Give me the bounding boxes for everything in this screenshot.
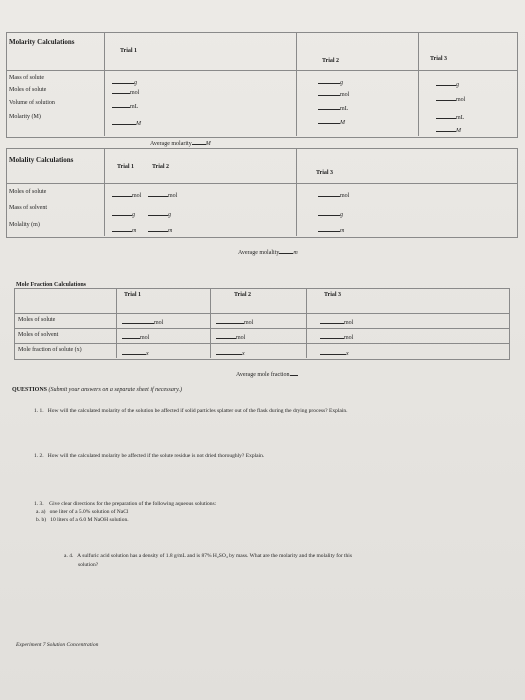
- molarity-t3-mass[interactable]: g: [436, 78, 459, 88]
- molefraction-t2-solute[interactable]: mol: [216, 316, 253, 326]
- average-molarity[interactable]: Average molarity M: [150, 137, 211, 147]
- molefraction-title: Mole Fraction Calculations: [16, 282, 86, 288]
- question-3b: b. b) 10 liters of a 6.0 M NaOH solution.: [36, 517, 129, 523]
- row-label-volume-of-solution: Volume of solution: [9, 100, 55, 106]
- question-4: [64, 553, 352, 559]
- molefraction-trial2-header: Trial 2: [234, 292, 252, 298]
- molality-t2-moles[interactable]: mol: [148, 189, 177, 199]
- molefraction-t3-x[interactable]: x: [320, 347, 349, 357]
- question-2-number: 1. 2.: [34, 453, 44, 459]
- average-molality[interactable]: Average molality m: [238, 246, 298, 256]
- molality-row-moles-of-solute: Moles of solute: [9, 189, 47, 195]
- question-2: [34, 453, 264, 459]
- molefraction-t1-x[interactable]: x: [122, 347, 149, 357]
- molefraction-trial3-header: Trial 3: [324, 292, 342, 298]
- molality-table: [6, 148, 518, 238]
- molarity-t3-molarity[interactable]: M: [436, 124, 461, 134]
- row-label-molarity: Molarity (M): [9, 114, 41, 120]
- molefraction-t2-solvent[interactable]: mol: [216, 331, 245, 341]
- molality-t1-moles[interactable]: mol: [112, 189, 141, 199]
- question-3-text: Give clear directions for the preparation of the following aqueous solutions:: [49, 501, 217, 507]
- question-1: [34, 408, 347, 414]
- molarity-t2-volume[interactable]: mL: [318, 102, 348, 112]
- question-4-line2: solution?: [78, 562, 99, 568]
- molarity-t3-volume[interactable]: mL: [436, 111, 464, 121]
- question-2-text: How will the calculated molarity be affected if the solute residue is not dried thoroughly? Explain.: [47, 453, 265, 459]
- molarity-trial2-header: Trial 2: [322, 58, 340, 64]
- molality-t1-molality[interactable]: m: [112, 224, 136, 234]
- molarity-trial3-header: Trial 3: [430, 56, 448, 62]
- molality-trial3-header: Trial 3: [316, 170, 334, 176]
- molefraction-t2-x[interactable]: x: [216, 347, 245, 357]
- molarity-t1-moles[interactable]: mol: [112, 86, 139, 96]
- molarity-t2-molarity[interactable]: M: [318, 116, 345, 126]
- row-label-mass-of-solute: Mass of solute: [9, 75, 44, 81]
- molarity-t3-moles[interactable]: mol: [436, 93, 465, 103]
- molarity-t1-molarity[interactable]: M: [112, 117, 141, 127]
- molefraction-row-moles-of-solvent: Moles of solvent: [18, 332, 59, 338]
- molality-title: Molality Calculations: [9, 156, 74, 164]
- molality-row-molality: Molality (m): [9, 222, 40, 228]
- question-3: [34, 501, 216, 507]
- molality-t1-mass[interactable]: g: [112, 208, 135, 218]
- question-3-number: 1. 3.: [34, 501, 44, 507]
- question-4-number: a. 4.: [64, 553, 74, 559]
- molefraction-t1-solute[interactable]: mol: [122, 316, 163, 326]
- molefraction-row-mole-fraction: Mole fraction of solute (x): [18, 347, 82, 353]
- molarity-t1-mass[interactable]: g: [112, 76, 137, 86]
- molality-trial2-header: Trial 2: [152, 164, 170, 170]
- questions-heading: QUESTIONS (Submit your answers on a separate sheet if necessary.): [12, 387, 182, 393]
- molefraction-row-moles-of-solute: Moles of solute: [18, 317, 56, 323]
- question-1-number: 1. 1.: [34, 408, 44, 414]
- molarity-t2-moles[interactable]: mol: [318, 88, 349, 98]
- molefraction-t3-solute[interactable]: mol: [320, 316, 353, 326]
- molefraction-t3-solvent[interactable]: mol: [320, 331, 353, 341]
- molefraction-t1-solvent[interactable]: mol: [122, 331, 149, 341]
- molarity-title: Molarity Calculations: [9, 38, 75, 46]
- molality-trial1-header: Trial 1: [117, 164, 135, 170]
- molality-t3-molality[interactable]: m: [318, 224, 344, 234]
- average-mole-fraction[interactable]: Average mole fraction: [236, 368, 298, 378]
- molarity-t2-mass[interactable]: g: [318, 76, 343, 86]
- molality-t2-mass[interactable]: g: [148, 208, 171, 218]
- row-label-moles-of-solute: Moles of solute: [9, 87, 47, 93]
- molality-t3-mass[interactable]: g: [318, 208, 343, 218]
- molality-row-mass-of-solvent: Mass of solvent: [9, 205, 47, 211]
- footer-experiment-title: Experiment 7 Solution Concentration: [16, 642, 99, 648]
- molefraction-trial1-header: Trial 1: [124, 292, 142, 298]
- molality-t2-molality[interactable]: m: [148, 224, 172, 234]
- molarity-t1-volume[interactable]: mL: [112, 100, 138, 110]
- question-4-text: A sulfuric acid solution has a density of 1.8 g/mL and is 87% H₂SO₄ by mass. What are the molarity and the molality for this: [77, 553, 352, 559]
- question-1-text: How will the calculated molarity of the solution be affected if solid particles splatter out of the flask during the drying process? Explain.: [47, 408, 348, 414]
- question-3a: a. a) one liter of a 5.0% solution of NaCl: [36, 509, 129, 515]
- molarity-trial1-header: Trial 1: [120, 48, 138, 54]
- molality-t3-moles[interactable]: mol: [318, 189, 349, 199]
- molefraction-table: [14, 288, 510, 360]
